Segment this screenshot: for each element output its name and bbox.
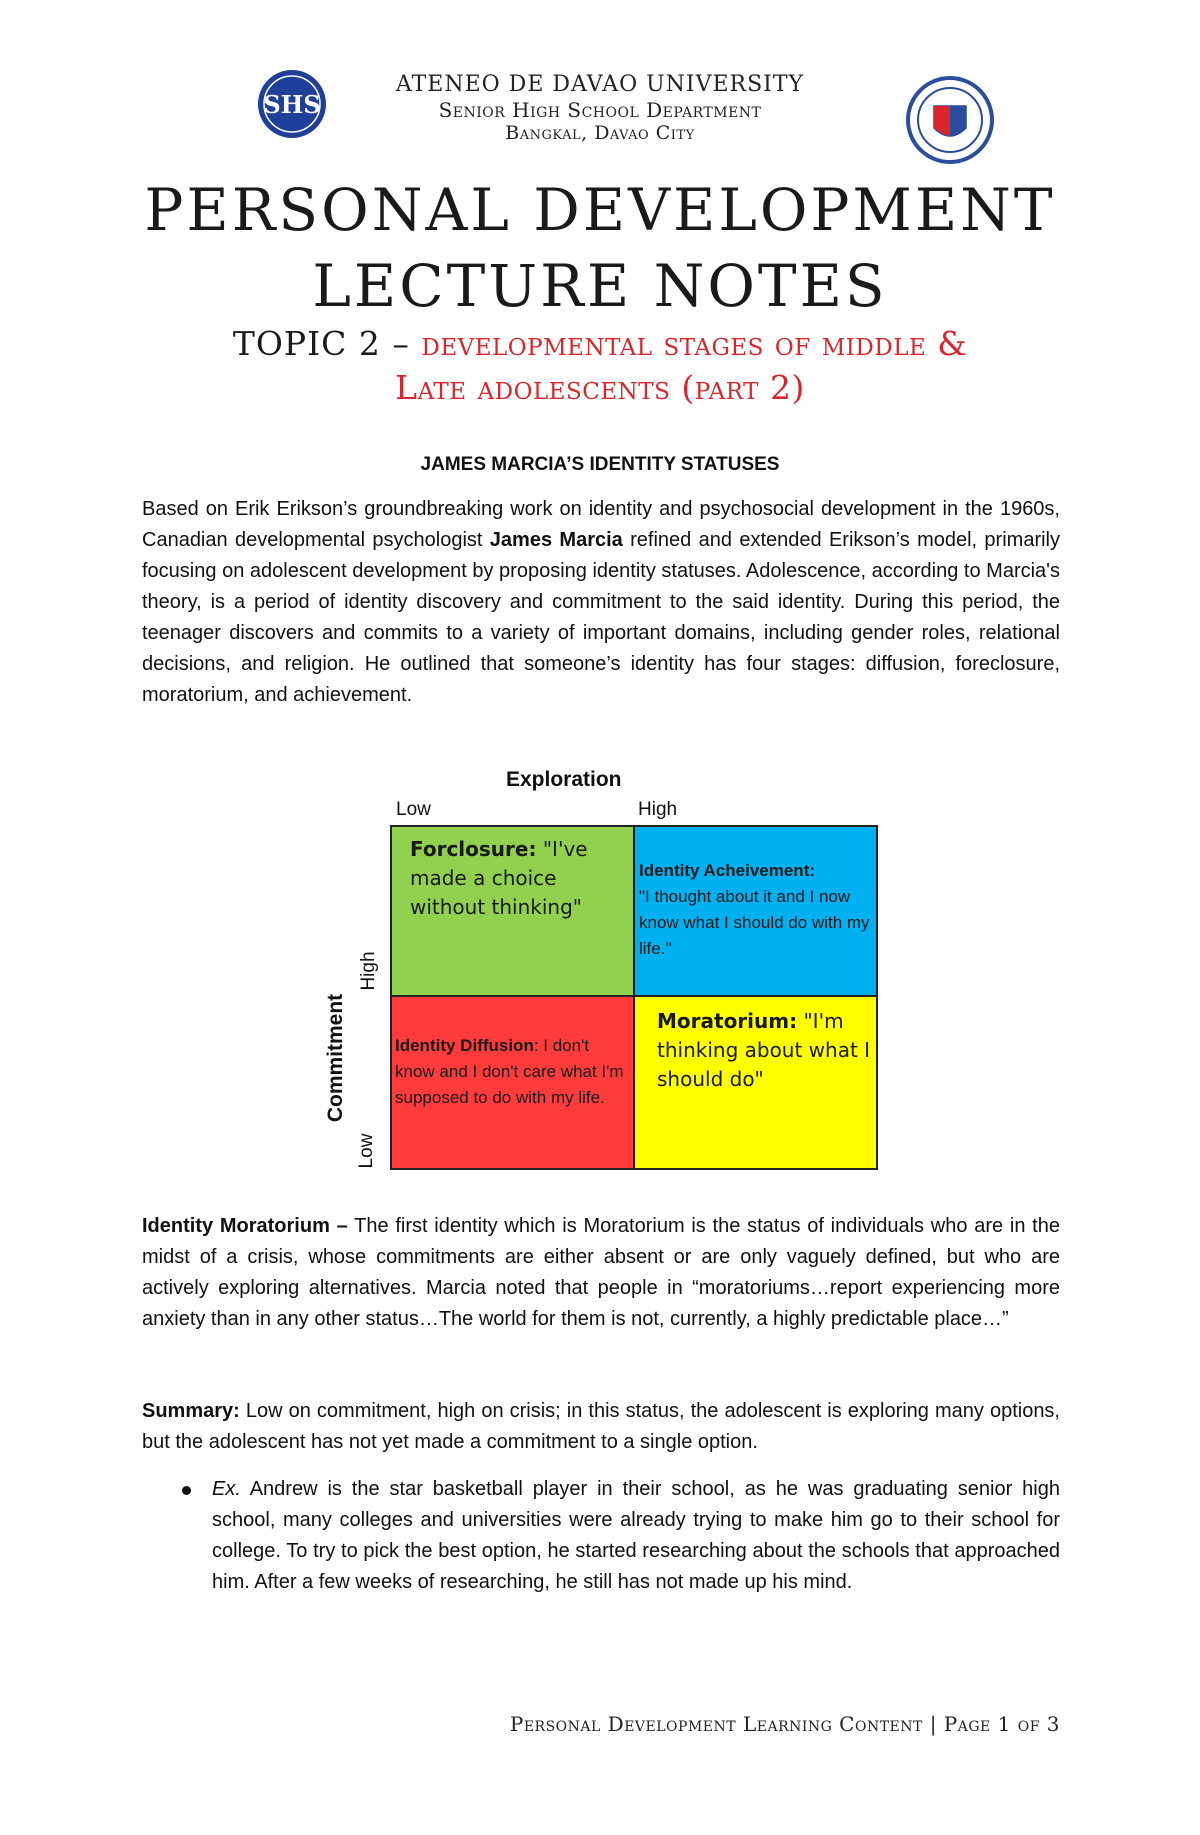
intro-name: James Marcia	[489, 529, 623, 551]
achievement-text	[639, 858, 875, 962]
example-text: Andrew is the star basketball player in their school, as he was graduating senior high school, many colleges and universities were already trying to make him go to their school for college. To try to pick the best option, he started researching about the schools that approached him. After a few weeks of researching, he still has not made up his mind.	[212, 1478, 1060, 1593]
location: Bangkal, Davao City	[505, 122, 695, 144]
title-line-2: LECTURE NOTES	[312, 252, 888, 320]
intro-part-1: Based on Erik Erikson’s groundbreaking work on identity and psychosocial development in the 1960s, Canadian developmental psychologist	[142, 498, 1060, 551]
moratorium-text: The first identity which is Moratorium is the status of individuals who are in the midst of a crisis, whose commitments are either absent or are only vaguely defined, but who are actively exploring alternatives. Marcia noted that people in “moratoriums…report experiencing more anxiety than in any other status…The world for them is not, currently, a highly predictable place…”	[142, 1215, 1060, 1330]
topic-red-1: developmental stages of middle &	[421, 324, 968, 363]
moratorium-cell-text	[657, 1007, 877, 1094]
cell-moratorium	[633, 995, 878, 1170]
foreclosure-text	[410, 835, 630, 922]
x-axis-low: Low	[396, 799, 431, 820]
diffusion-text	[395, 1033, 633, 1111]
diffusion-quote: : I don't know and I don't care what I'm supposed to do with my life.	[395, 1036, 624, 1107]
example-label: Ex.	[212, 1478, 241, 1500]
summary-paragraph	[142, 1396, 1060, 1458]
intro-part-2: refined and extended Erikson’s model, primarily focusing on adolescent development by proposing identity statuses. Adolescence, according to Marcia's theory, is a period of identity discovery and commitment to the said identity. During this period, the teenager discovers and commits to a variety of important domains, including gender roles, relational decisions, and religion. He outlined that someone’s identity has four stages: diffusion, foreclosure, moratorium, and achievement.	[142, 529, 1060, 706]
cell-identity-diffusion	[390, 995, 635, 1170]
achievement-quote: "I thought about it and I now know what I should do with my life."	[639, 887, 870, 958]
topic-line-2	[0, 366, 1200, 410]
moratorium-cell-quote: "I'm thinking about what I should do"	[657, 1009, 871, 1091]
cell-foreclosure	[390, 825, 635, 997]
example-list	[142, 1474, 1060, 1598]
y-axis-high: High	[358, 951, 379, 991]
title-line-1: PERSONAL DEVELOPMENT	[144, 176, 1056, 244]
university-name: ATENEO DE DAVAO UNIVERSITY	[395, 72, 805, 97]
identity-status-chart	[320, 768, 880, 1178]
moratorium-paragraph	[142, 1211, 1060, 1335]
topic-prefix: TOPIC 2 –	[232, 324, 422, 363]
y-axis-low: Low	[356, 1133, 377, 1169]
shs-logo-text: SHS	[263, 90, 321, 119]
x-axis-title: Exploration	[506, 768, 622, 791]
achievement-label: Identity Acheivement:	[639, 861, 816, 880]
diffusion-label: Identity Diffusion	[395, 1036, 534, 1055]
summary-text: Low on commitment, high on crisis; in this status, the adolescent is exploring many options, but the adolescent has not yet made a commitment to a single option.	[142, 1400, 1060, 1453]
intro-paragraph	[142, 494, 1060, 711]
topic-line-1	[0, 322, 1200, 366]
bullet-icon	[182, 1486, 191, 1495]
foreclosure-label: Forclosure:	[410, 837, 537, 861]
topic-red-2: Late adolescents (part 2)	[395, 368, 805, 407]
cell-identity-achievement	[633, 825, 878, 997]
foreclosure-quote: "I've made a choice without thinking"	[410, 837, 588, 919]
department-name: Senior High School Department	[438, 98, 762, 122]
section-heading: JAMES MARCIA’S IDENTITY STATUSES	[420, 454, 780, 475]
y-axis-title: Commitment	[324, 993, 347, 1123]
moratorium-label: Identity Moratorium –	[142, 1215, 348, 1237]
summary-label: Summary:	[142, 1400, 240, 1422]
page-footer: Personal Development Learning Content | Page 1 of 3	[509, 1712, 1060, 1736]
x-axis-high: High	[638, 799, 678, 820]
moratorium-cell-label: Moratorium:	[657, 1009, 798, 1033]
list-item	[142, 1474, 1060, 1598]
